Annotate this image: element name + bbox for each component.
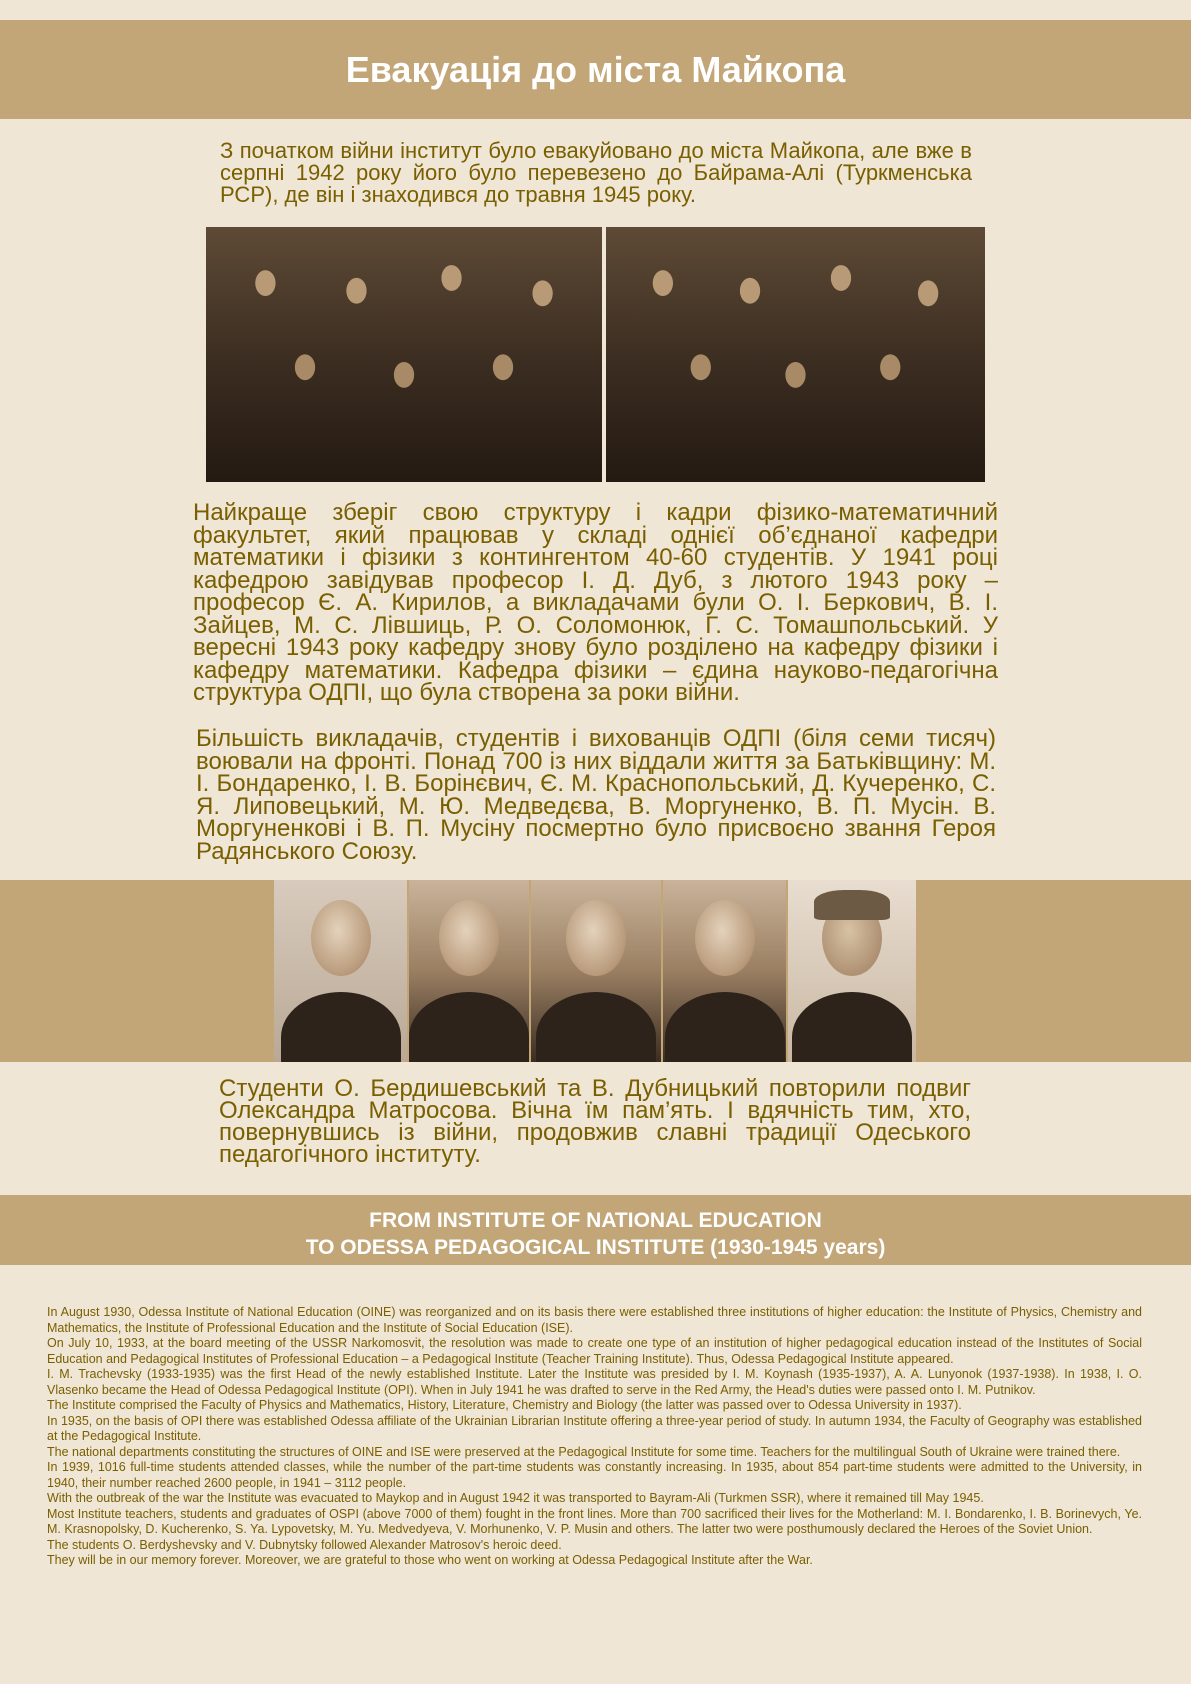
group-photo-men <box>206 227 602 482</box>
portrait-photo <box>274 880 407 1062</box>
english-paragraph: In August 1930, Odessa Institute of National Education (OINE) was reorganized and on its basis there were established three institutions of higher education: the Institute of Physics, Chemistry and Mathematics, the Institute of Professional Education and the Institute of Social Education (ISE). <box>47 1305 1142 1335</box>
english-summary <box>47 1305 1142 1569</box>
english-paragraph: In 1939, 1016 full-time students attended classes, while the number of the part-time students was constantly increasing. In 1935, about 854 part-time students were admitted to the University, in 1940, their number reached 2600 people, in 1941 – 3112 people. <box>47 1460 1142 1490</box>
english-paragraph: With the outbreak of the war the Institute was evacuated to Maykop and in August 1942 it was transported to Bayram-Ali (Turkmen SSR), where it remained till May 1945. <box>47 1491 984 1505</box>
english-paragraph: The Institute comprised the Faculty of Physics and Mathematics, History, Literature, Chemistry and Biology (the latter was passed over to Odessa University in 1937). <box>47 1398 962 1412</box>
english-paragraph: They will be in our memory forever. Moreover, we are grateful to those who went on working at Odessa Pedagogical Institute after the War. <box>47 1553 813 1567</box>
english-title-banner <box>0 1195 1191 1265</box>
english-paragraph: Most Institute teachers, students and graduates of OSPI (above 7000 of them) fought in the front lines. More than 700 sacrificed their lives for the Motherland: M. I. Bondarenko, I. B. Borinevych, Ye. M. Krasnopolsky, D. Kucherenko, S. Ya. Lypovetsky, M. Yu. Medvedyeva, V. Morhunenko, V. P. Musin and others. The latter two were posthumously declared the Heroes of the Soviet Union. <box>47 1506 1142 1536</box>
english-title <box>0 1195 1191 1261</box>
students-paragraph: Студенти О. Бердишевський та В. Дубницький повторили подвиг Олександра Матросова. Вічна їм пам’ять. І вдячність тим, хто, повернувшись із війни, продовжив славні традиції Одеського педагогічного інституту. <box>219 1075 971 1168</box>
portrait-photo <box>531 880 661 1062</box>
english-title-line1: FROM INSTITUTE OF NATIONAL EDUCATION <box>369 1209 822 1232</box>
portrait-row <box>274 880 916 1062</box>
english-paragraph: On July 10, 1933, at the board meeting of the USSR Narkomosvit, the resolution was made to create one type of an institution of higher pedagogical education instead of the Institutes of Social Education and Pedagogical Institutes of Professional Education – a Pedagogical Institute (Teacher Training Institute). Thus, Odessa Pedagogical Institute appeared. <box>47 1336 1142 1366</box>
portrait-photo <box>409 880 529 1062</box>
portrait-photo <box>788 880 916 1062</box>
english-title-line2: TO ODESSA PEDAGOGICAL INSTITUTE (1930-1945 years) <box>305 1236 886 1259</box>
war-paragraph: Більшість викладачів, студентів і вихованців ОДПІ (біля семи тисяч) воювали на фронті. Понад 700 із них віддали життя за Батьківщину: М. І. Бондаренко, І. В. Борінєвич, Є. М. Краснопольський, Д. Кучеренко, С. Я. Липовецький, М. Ю. Медведєва, В. Моргуненко, В. П. Мусін. В. Моргуненкові і В. П. Мусіну посмертно було присвоєно звання Героя Радянського Союзу. <box>196 725 996 865</box>
english-paragraph: The students O. Berdyshevsky and V. Dubnytsky followed Alexander Matrosov's heroic deed. <box>47 1537 562 1552</box>
english-paragraph: In 1935, on the basis of OPI there was established Odessa affiliate of the Ukrainian Librarian Institute offering a three-year period of study. In autumn 1934, the Faculty of Geography was established at the Pedagogical Institute. <box>47 1413 1142 1443</box>
page-title: Евакуація до міста Майкопа <box>345 49 846 90</box>
group-photo-faculty <box>606 227 985 482</box>
faculty-paragraph: Найкраще зберіг свою структуру і кадри фізико-математичний факультет, який працював у складі однієї об’єднаної кафедри математики і фізики з контингентом 40-60 студентів. У 1941 році кафедрою завідував професор І. Д. Дуб, з лютого 1943 року – професор Є. А. Кирилов, а викладачами були О. І. Беркович, В. І. Зайцев, М. С. Лівшиць, Р. О. Соломонюк, Г. С. Томашпольський. У вересні 1943 року кафедру знову було розділено на кафедру фізики і кафедру математики. Кафедра фізики – єдина науково-педагогічна структура ОДПІ, що була створена за роки війни. <box>193 499 998 706</box>
intro-paragraph: З початком війни інститут було евакуйовано до міста Майкопа, але вже в серпні 1942 року його було перевезено до Байрама-Алі (Туркменська РСР), де він і знаходився до травня 1945 року. <box>220 138 972 207</box>
english-paragraph: I. M. Trachevsky (1933-1935) was the first Head of the newly established Institute. Later the Institute was presided by I. M. Koynash (1935-1937), A. A. Lunyonok (1937-1938). In 1938, I. O. Vlasenko became the Head of Odessa Pedagogical Institute (OPI). When in July 1941 he was drafted to serve in the Red Army, the Head's duties were passed onto I. M. Putnikov. <box>47 1367 1142 1397</box>
title-banner <box>0 20 1191 119</box>
portrait-photo <box>663 880 786 1062</box>
english-paragraph: The national departments constituting the structures of OINE and ISE were preserved at the Pedagogical Institute for some time. Teachers for the multilingual South of Ukraine were trained there. <box>47 1444 1121 1459</box>
group-photos <box>206 227 985 482</box>
